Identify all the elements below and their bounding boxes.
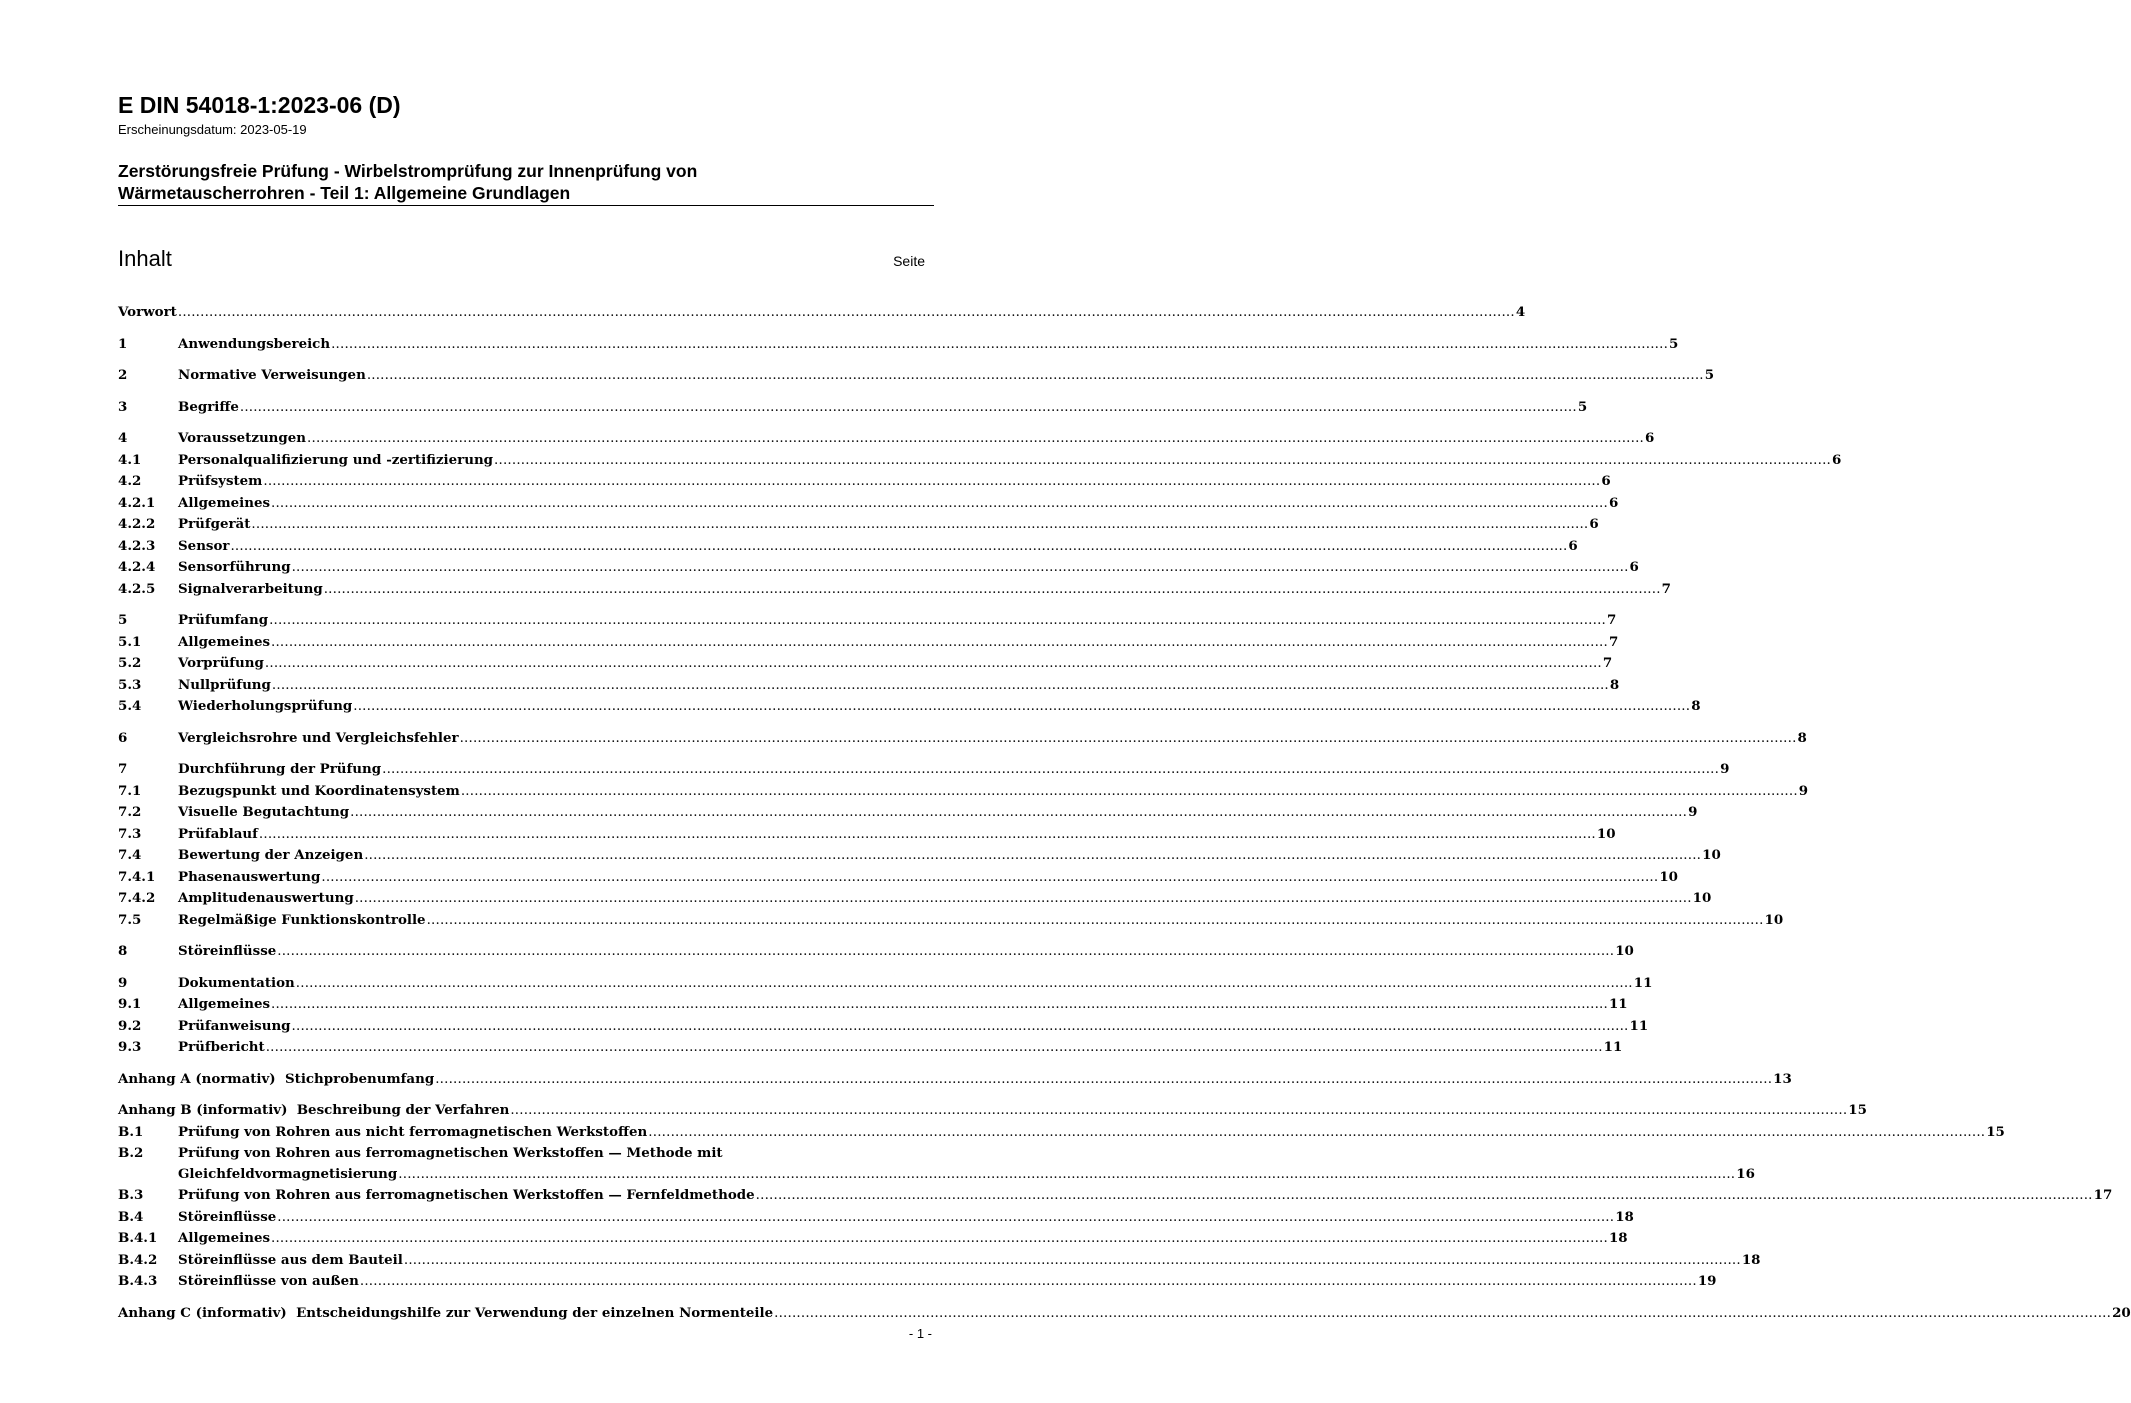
page-number: - 1 -: [908, 1326, 932, 1341]
toc-entry-label: Bewertung der Anzeigen: [178, 847, 364, 863]
toc-entry-page: 11: [1633, 974, 1653, 991]
toc-entry-page: 9: [1720, 761, 1730, 777]
toc-entry-label: Phasenauswertung: [178, 868, 321, 885]
toc-entry-label: Vergleichsrohre und Vergleichsfehler: [178, 729, 459, 746]
toc-leader-dots: ............................................................................................................................................................................................................................................................................................................: [323, 581, 1661, 597]
publication-date: Erscheinungsdatum: 2023-05-19: [118, 122, 307, 137]
toc-entry[interactable]: [118, 781, 1809, 803]
toc-entry-label: Begriffe: [178, 398, 239, 415]
toc-leader-dots: ............................................................................................................................................................................................................................................................................................................: [271, 997, 1608, 1012]
toc-leader-dots: ............................................................................................................................................................................................................................................................................................................: [264, 656, 1602, 671]
toc-entry-page: 18: [1741, 1251, 1761, 1268]
toc-entry-label: Nullprüfung: [178, 676, 271, 693]
toc-entry-page: 11: [1608, 996, 1628, 1012]
toc-heading: Inhalt: [118, 246, 172, 271]
toc-leader-dots: ............................................................................................................................................................................................................................................................................................................: [265, 1040, 1603, 1055]
toc-entry-label: Sensor: [178, 537, 230, 554]
toc-leader-dots: ............................................................................................................................................................................................................................................................................................................: [398, 1166, 1736, 1182]
toc-entry-label: Störeinflüsse: [178, 1208, 277, 1225]
toc-leader-dots: ............................................................................................................................................................................................................................................................................................................: [755, 1188, 2093, 1203]
toc-entry-number: 4.2.1: [118, 494, 156, 511]
toc-entry-page: 8: [1609, 676, 1620, 693]
toc-entry[interactable]: [118, 910, 1784, 932]
toc-entry-label-line-1: Prüfung von Rohren aus ferromagnetischen Werkstoffen — Methode mit: [178, 1145, 723, 1161]
title-divider: [118, 205, 934, 206]
toc-entry-page: 7: [1661, 580, 1671, 597]
toc-leader-dots: ............................................................................................................................................................................................................................................................................................................: [263, 474, 1601, 489]
toc-leader-dots: ............................................................................................................................................................................................................................................................................................................: [366, 368, 1704, 383]
toc-entry-page: 6: [1645, 430, 1655, 446]
toc-entry-number: 7: [118, 761, 128, 777]
toc-entry[interactable]: [118, 1271, 1717, 1293]
toc-entry-label: Bezugspunkt und Koordinatensystem: [178, 782, 460, 799]
toc-entry-label: Prüfablauf: [178, 825, 258, 842]
toc-entry-page: 18: [1608, 1230, 1628, 1246]
toc-leader-dots: ............................................................................................................................................................................................................................................................................................................: [382, 762, 1720, 777]
toc-leader-dots: ............................................................................................................................................................................................................................................................................................................: [460, 783, 1798, 799]
toc-entry-label: Prüfumfang: [178, 612, 269, 628]
toc-entry[interactable]: [118, 536, 1578, 558]
toc-entry-page: 20: [2112, 1304, 2131, 1321]
toc-entry-number: B.4.2: [118, 1251, 158, 1268]
toc-entry-page: 6: [1832, 451, 1842, 468]
toc-leader-dots: ............................................................................................................................................................................................................................................................................................................: [331, 336, 1669, 352]
toc-entry[interactable]: [118, 824, 1616, 846]
toc-entry[interactable]: [118, 557, 1639, 579]
toc-entry[interactable]: [118, 1069, 1792, 1091]
toc-entry-number: 7.4: [118, 847, 142, 863]
toc-entry-page: 6: [1608, 494, 1619, 511]
toc-leader-dots: ............................................................................................................................................................................................................................................................................................................: [277, 1209, 1615, 1225]
toc-entry[interactable]: [118, 888, 1712, 910]
toc-leader-dots: ............................................................................................................................................................................................................................................................................................................: [271, 634, 1608, 650]
toc-entry[interactable]: [118, 1228, 1628, 1250]
toc-leader-dots: ............................................................................................................................................................................................................................................................................................................: [426, 912, 1764, 928]
toc-entry-number: 2: [118, 367, 128, 383]
toc-entry[interactable]: [118, 1250, 1761, 1272]
toc-leader-dots: ............................................................................................................................................................................................................................................................................................................: [295, 975, 1633, 991]
toc-entry-label: Wiederholungsprüfung: [178, 698, 353, 714]
toc-entry-page: 11: [1603, 1039, 1623, 1055]
toc-entry-number: 9: [118, 974, 128, 991]
toc-entry-label: Prüfanweisung: [178, 1017, 291, 1034]
toc-entry-label: Anhang C (informativ) Entscheidungshilfe zur Verwendung der einzelnen Normenteile: [118, 1304, 774, 1321]
toc-entry[interactable]: [118, 941, 1634, 963]
toc-entry-label: Vorprüfung: [178, 655, 264, 671]
toc-entry-label: Anhang B (informativ) Beschreibung der Verfahren: [118, 1102, 510, 1118]
toc-entry[interactable]: [118, 1303, 2131, 1325]
toc-entry-number: 3: [118, 398, 128, 415]
toc-entry-page: 10: [1615, 943, 1634, 959]
toc-entry-page: 15: [1986, 1123, 2005, 1140]
toc-entry-page: 5: [1577, 398, 1588, 415]
toc-entry-number: 4.2: [118, 473, 142, 489]
toc-entry-page: 7: [1607, 612, 1617, 628]
toc-entry-number: 7.4.1: [118, 868, 156, 885]
toc-entry-page: 18: [1615, 1208, 1634, 1225]
toc-entry-label: Prüfung von Rohren aus ferromagnetischen Werkstoffen — Fernfeldmethode: [178, 1187, 755, 1203]
toc-entry-label: Dokumentation: [178, 974, 295, 991]
toc-entry[interactable]: [118, 675, 1620, 697]
document-title-line-2: Wärmetauscherrohren - Teil 1: Allgemeine Grundlagen: [118, 183, 571, 203]
toc-entry[interactable]: [118, 728, 1807, 750]
toc-leader-dots: ............................................................................................................................................................................................................................................................................................................: [269, 613, 1607, 628]
toc-entry[interactable]: [118, 759, 1730, 781]
toc-entry-label: Sensorführung: [178, 559, 291, 575]
toc-entry[interactable]: [118, 696, 1701, 718]
toc-entry[interactable]: [118, 1143, 1755, 1185]
toc-entry-label: Vorwort: [118, 304, 177, 320]
toc-entry[interactable]: [118, 334, 1679, 356]
toc-entry-number: 7.2: [118, 804, 142, 820]
toc-entry-label: Regelmäßige Funktionskontrolle: [178, 911, 426, 928]
toc-leader-dots: ............................................................................................................................................................................................................................................................................................................: [354, 891, 1692, 906]
toc-leader-dots: ............................................................................................................................................................................................................................................................................................................: [403, 1252, 1741, 1268]
toc-entry[interactable]: [118, 450, 1842, 472]
toc-leader-dots: ............................................................................................................................................................................................................................................................................................................: [353, 699, 1691, 714]
toc-entry-page: 7: [1602, 655, 1613, 671]
toc-entry-number: 9.1: [118, 996, 142, 1012]
toc-entry-label: Störeinflüsse aus dem Bauteil: [178, 1251, 403, 1268]
toc-entry-page: 10: [1692, 890, 1712, 906]
toc-entry[interactable]: [118, 514, 1599, 536]
toc-leader-dots: ............................................................................................................................................................................................................................................................................................................: [271, 677, 1609, 693]
toc-entry-page: 10: [1659, 868, 1678, 885]
toc-entry-number: 4.1: [118, 451, 142, 468]
toc-entry[interactable]: [118, 1100, 1867, 1122]
toc-entry[interactable]: [118, 579, 1671, 601]
toc-entry[interactable]: [118, 845, 1721, 867]
toc-entry-number: 4.2.4: [118, 559, 156, 575]
toc-entry-label: Anhang A (normativ) Stichprobenumfang: [118, 1070, 435, 1087]
toc-entry-number: 6: [118, 729, 128, 746]
toc-entry-label: Durchführung der Prüfung: [178, 761, 382, 777]
toc-entry[interactable]: [118, 802, 1698, 824]
toc-entry-label: Allgemeines: [178, 494, 271, 511]
toc-entry[interactable]: [118, 1207, 1634, 1229]
toc-entry-label: Störeinflüsse: [178, 943, 277, 959]
toc-entry[interactable]: [118, 610, 1617, 632]
toc-leader-dots: ............................................................................................................................................................................................................................................................................................................: [435, 1071, 1773, 1087]
toc-entry-page: 7: [1608, 633, 1619, 650]
toc-entry[interactable]: [118, 471, 1611, 493]
toc-entry-number: 4: [118, 430, 128, 446]
toc-leader-dots: ............................................................................................................................................................................................................................................................................................................: [251, 517, 1589, 532]
toc-leader-dots: ............................................................................................................................................................................................................................................................................................................: [291, 560, 1629, 575]
toc-entry-page: 13: [1773, 1070, 1792, 1087]
toc-entry-page: 8: [1691, 698, 1701, 714]
toc-entry-number: B.3: [118, 1187, 144, 1203]
toc-entry-label: Anwendungsbereich: [178, 335, 331, 352]
toc-entry[interactable]: [118, 973, 1653, 995]
toc-entry-label: Visuelle Begutachtung: [178, 804, 350, 820]
toc-entry-label: Prüfsystem: [178, 473, 263, 489]
toc-leader-dots: ............................................................................................................................................................................................................................................................................................................: [177, 305, 1515, 320]
toc-entry[interactable]: [118, 1037, 1623, 1059]
toc-entry-number: 7.5: [118, 911, 142, 928]
toc-leader-dots: ............................................................................................................................................................................................................................................................................................................: [258, 826, 1596, 842]
toc-entry-number: 9.2: [118, 1017, 142, 1034]
toc-entry-number: 1: [118, 335, 128, 352]
toc-leader-dots: ............................................................................................................................................................................................................................................................................................................: [277, 944, 1615, 959]
toc-leader-dots: ............................................................................................................................................................................................................................................................................................................: [291, 1018, 1629, 1034]
toc-entry-label: Prüfgerät: [178, 516, 251, 532]
toc-leader-dots: ............................................................................................................................................................................................................................................................................................................: [459, 730, 1797, 746]
table-of-contents: [118, 302, 2131, 1324]
toc-entry-label: Voraussetzungen: [178, 430, 307, 446]
document-title-line-1: Zerstörungsfreie Prüfung - Wirbelstromprüfung zur Innenprüfung von: [118, 161, 698, 181]
toc-entry-page: 10: [1764, 911, 1784, 928]
toc-entry-number: 7.1: [118, 782, 142, 799]
toc-entry-page: 6: [1629, 559, 1639, 575]
toc-entry-page: 5: [1669, 335, 1679, 352]
toc-entry[interactable]: [118, 1185, 2113, 1207]
toc-entry[interactable]: [118, 1122, 2005, 1144]
toc-entry-page: 17: [2093, 1187, 2113, 1203]
toc-entry-page: 16: [1736, 1165, 1755, 1182]
toc-entry[interactable]: [118, 397, 1588, 419]
toc-entry-label: Normative Verweisungen: [178, 367, 366, 383]
toc-leader-dots: ............................................................................................................................................................................................................................................................................................................: [239, 399, 1577, 415]
toc-leader-dots: ............................................................................................................................................................................................................................................................................................................: [648, 1124, 1986, 1140]
toc-entry-page: 10: [1596, 825, 1616, 842]
toc-page-column-heading: Seite: [893, 253, 925, 269]
toc-entry-page: 9: [1798, 782, 1809, 799]
toc-leader-dots: ............................................................................................................................................................................................................................................................................................................: [364, 848, 1702, 863]
toc-entry-page: 19: [1697, 1273, 1717, 1289]
toc-leader-dots: ............................................................................................................................................................................................................................................................................................................: [350, 805, 1688, 820]
toc-entry[interactable]: [118, 867, 1678, 889]
toc-entry-label: Störeinflüsse von außen: [178, 1273, 359, 1289]
toc-entry-label: Prüfung von Rohren aus nicht ferromagnetischen Werkstoffen: [178, 1123, 648, 1140]
toc-entry[interactable]: [118, 493, 1619, 515]
toc-entry[interactable]: [118, 994, 1628, 1016]
toc-entry-number: 8: [118, 943, 128, 959]
toc-leader-dots: ............................................................................................................................................................................................................................................................................................................: [494, 452, 1831, 468]
toc-leader-dots: ............................................................................................................................................................................................................................................................................................................: [774, 1305, 2112, 1321]
toc-entry-number: 9.3: [118, 1039, 142, 1055]
toc-leader-dots: ............................................................................................................................................................................................................................................................................................................: [307, 431, 1644, 446]
toc-entry-number: 7.4.2: [118, 890, 156, 906]
toc-entry-number: B.4: [118, 1208, 144, 1225]
toc-entry-label: Allgemeines: [178, 996, 271, 1012]
toc-leader-dots: ............................................................................................................................................................................................................................................................................................................: [510, 1103, 1848, 1118]
toc-entry-page: 6: [1601, 473, 1611, 489]
toc-entry-number: 5.1: [118, 633, 142, 650]
toc-entry-number: 5: [118, 612, 128, 628]
toc-entry-number: B.4.1: [118, 1230, 158, 1246]
toc-entry-label: Allgemeines: [178, 1230, 271, 1246]
toc-entry[interactable]: [118, 632, 1619, 654]
toc-leader-dots: ............................................................................................................................................................................................................................................................................................................: [271, 495, 1608, 511]
toc-entry-number: 7.3: [118, 825, 142, 842]
toc-entry-page: 4: [1515, 304, 1526, 320]
toc-entry[interactable]: [118, 428, 1655, 450]
document-id: E DIN 54018-1:2023-06 (D): [118, 92, 401, 118]
toc-entry-label: Personalqualifizierung und -zertifizierung: [178, 451, 494, 468]
toc-entry-page: 10: [1702, 847, 1721, 863]
toc-entry-page: 15: [1848, 1102, 1867, 1118]
toc-entry-label: Prüfbericht: [178, 1039, 265, 1055]
toc-entry-number: B.1: [118, 1123, 144, 1140]
toc-entry[interactable]: [118, 302, 1526, 324]
toc-entry-page: 5: [1704, 367, 1715, 383]
toc-entry-number: 4.2.5: [118, 580, 156, 597]
toc-entry-number: B.4.3: [118, 1273, 158, 1289]
toc-entry-page: 8: [1797, 729, 1807, 746]
document-title: [118, 160, 934, 204]
toc-entry-number: 4.2.3: [118, 537, 156, 554]
toc-entry[interactable]: [118, 365, 1715, 387]
toc-entry[interactable]: [118, 1016, 1649, 1038]
toc-leader-dots: ............................................................................................................................................................................................................................................................................................................: [321, 869, 1659, 885]
toc-entry-label: Amplitudenauswertung: [178, 890, 354, 906]
toc-entry-label: Signalverarbeitung: [178, 580, 323, 597]
toc-entry-number: 4.2.2: [118, 516, 156, 532]
toc-leader-dots: ............................................................................................................................................................................................................................................................................................................: [230, 538, 1568, 554]
toc-entry-label: Gleichfeldvormagnetisierung: [178, 1165, 398, 1182]
toc-entry-label: Allgemeines: [178, 633, 271, 650]
toc-leader-dots: ............................................................................................................................................................................................................................................................................................................: [359, 1274, 1697, 1289]
toc-entry[interactable]: [118, 653, 1613, 675]
toc-entry-number: 5.2: [118, 655, 142, 671]
toc-leader-dots: ............................................................................................................................................................................................................................................................................................................: [271, 1231, 1608, 1246]
toc-entry-page: 11: [1629, 1017, 1649, 1034]
toc-entry-number: 5.3: [118, 676, 142, 693]
toc-entry-number: B.2: [118, 1145, 144, 1161]
toc-entry-page: 6: [1568, 537, 1578, 554]
toc-entry-page: 6: [1589, 516, 1599, 532]
toc-entry-page: 9: [1688, 804, 1698, 820]
toc-entry-number: 5.4: [118, 698, 142, 714]
